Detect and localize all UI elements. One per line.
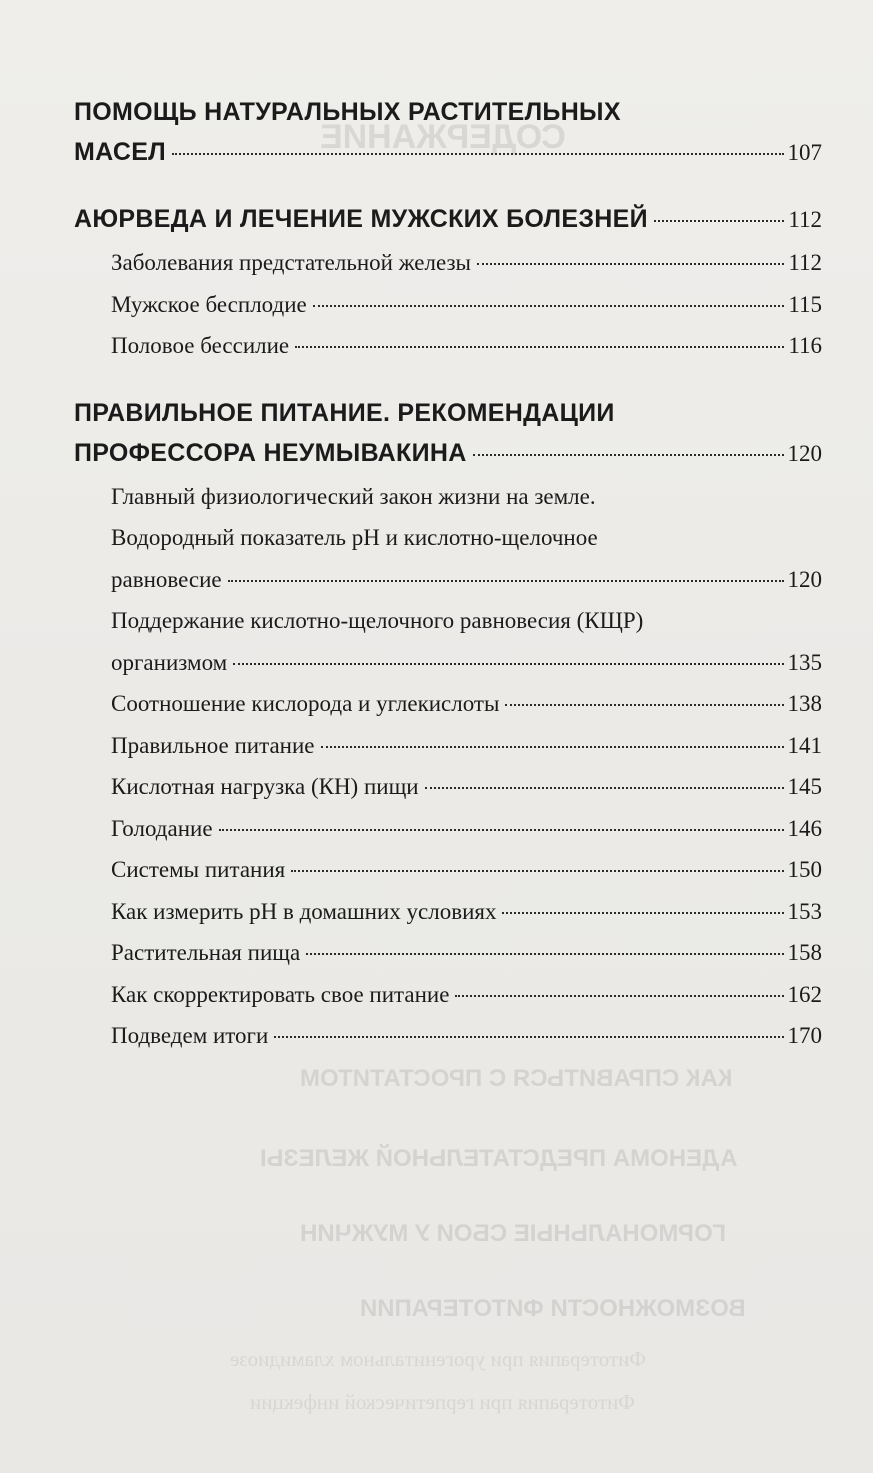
page-number: 138	[787, 691, 822, 716]
subsection-entry[interactable]	[111, 476, 822, 601]
subsection-row	[111, 974, 822, 1016]
subsection-row	[111, 242, 822, 284]
subsection-title: Подведем итоги	[111, 1023, 269, 1048]
subsection-row	[111, 766, 822, 808]
dot-leader	[306, 953, 783, 955]
page-number: 158	[787, 940, 822, 965]
subsection-row	[111, 725, 822, 767]
subsection-row	[111, 891, 822, 933]
subsection-list	[111, 476, 822, 1057]
subsection-title-line: Водородный показатель рН и кислотно-щелочное	[111, 525, 598, 550]
dot-leader	[321, 746, 784, 748]
subsection-title: Кислотная нагрузка (КН) пищи	[111, 774, 419, 799]
show-through-text: СОДЕРЖАНИЕ	[320, 118, 566, 156]
dot-leader	[502, 912, 783, 914]
subsection-title: Заболевания предстательной железы	[111, 250, 471, 275]
subsection-entry[interactable]	[111, 284, 822, 326]
section-heading-entry[interactable]	[74, 433, 822, 474]
dot-leader	[172, 153, 783, 155]
subsection-entry[interactable]	[111, 891, 822, 933]
page-number: 145	[787, 774, 822, 799]
show-through-text: Фитотерапия при герпетической инфекции	[250, 1390, 635, 1414]
section-heading-line: ПРАВИЛЬНОЕ ПИТАНИЕ. РЕКОМЕНДАЦИИ	[74, 398, 615, 427]
subsection-entry[interactable]	[111, 725, 822, 767]
section-heading-label: МАСЕЛ	[74, 138, 167, 166]
subsection-entry[interactable]	[111, 808, 822, 850]
subsection-title: Как измерить рН в домашних условиях	[111, 898, 497, 924]
subsection-entry[interactable]	[111, 974, 822, 1016]
page-number: 170	[787, 1023, 822, 1048]
page-number: 120	[787, 440, 822, 466]
page-number: 141	[787, 732, 822, 758]
dot-leader	[473, 454, 784, 456]
subsection-entry[interactable]	[111, 242, 822, 284]
page-number: 120	[787, 566, 822, 592]
dot-leader	[477, 263, 784, 265]
table-of-contents	[74, 92, 822, 1083]
show-through-text: Фитотерапия при урогенитальном хламидиозе	[230, 1347, 646, 1371]
show-through-text: КАК СПРАВИТЬСЯ С ПРОСТАТИТОМ	[300, 1065, 733, 1092]
subsection-title-line: Главный физиологический закон жизни на земле.	[111, 483, 596, 509]
page-number: 146	[787, 815, 822, 841]
subsection-row	[111, 642, 822, 684]
dot-leader	[233, 663, 783, 665]
subsection-row	[111, 559, 822, 601]
dot-leader	[425, 787, 784, 789]
section-heading-entry[interactable]	[74, 199, 822, 240]
subsection-title: Голодание	[111, 815, 213, 841]
subsection-row	[111, 683, 822, 725]
dot-leader	[313, 305, 785, 307]
page-number: 107	[787, 140, 822, 165]
subsection-row	[111, 932, 822, 974]
section-heading-label: ПРОФЕССОРА НЕУМЫВАКИНА	[74, 438, 467, 467]
subsection-title: Растительная пища	[111, 940, 301, 965]
section-heading-entry[interactable]	[74, 132, 822, 173]
page-number: 112	[788, 250, 822, 275]
show-through-text: ГОРМОНАЛЬНЫЕ СБОИ У МУЖЧИН	[300, 1220, 726, 1247]
page-number: 116	[788, 333, 822, 358]
subsection-row	[111, 849, 822, 891]
page-number: 112	[788, 207, 822, 232]
dot-leader	[295, 346, 784, 348]
toc-section	[74, 92, 822, 173]
page-number: 153	[787, 898, 822, 924]
section-heading-line: ПОМОЩЬ НАТУРАЛЬНЫХ РАСТИТЕЛЬНЫХ	[74, 98, 621, 126]
dot-leader	[455, 995, 783, 997]
dot-leader	[505, 704, 783, 706]
toc-section	[74, 199, 822, 367]
dot-leader	[274, 1036, 783, 1038]
subsection-title: Половое бессилие	[111, 333, 290, 358]
subsection-title: Системы питания	[111, 857, 286, 882]
subsection-entry[interactable]	[111, 849, 822, 891]
page-number: 115	[788, 291, 822, 317]
subsection-title: Соотношение кислорода и углекислоты	[111, 691, 500, 716]
section-heading-label: АЮРВЕДА И ЛЕЧЕНИЕ МУЖСКИХ БОЛЕЗНЕЙ	[74, 205, 648, 233]
subsection-entry[interactable]	[111, 766, 822, 808]
subsection-title: организмом	[111, 649, 228, 675]
toc-section	[74, 393, 822, 1057]
subsection-row	[111, 284, 822, 326]
subsection-entry[interactable]	[111, 325, 822, 367]
page-number: 162	[787, 981, 822, 1007]
dot-leader	[228, 580, 784, 582]
page-number: 150	[787, 857, 822, 882]
subsection-title: Как скорректировать свое питание	[111, 981, 450, 1007]
show-through-text: ВОЗМОЖНОСТИ ФИТОТЕРАПИИ	[360, 1295, 746, 1322]
page-number: 135	[787, 649, 822, 675]
subsection-row	[111, 325, 822, 367]
subsection-title: Правильное питание	[111, 732, 315, 758]
subsection-title-line: Поддержание кислотно-щелочного равновесия (КЩР)	[111, 608, 644, 633]
show-through-text: АДЕНОМА ПРЕДСТАТЕЛЬНОЙ ЖЕЛЕЗЫ	[260, 1145, 738, 1172]
dot-leader	[291, 870, 783, 872]
subsection-list	[111, 242, 822, 367]
subsection-entry[interactable]	[111, 1015, 822, 1057]
subsection-title: Мужское бесплодие	[111, 291, 307, 317]
subsection-title: равновесие	[111, 566, 222, 592]
subsection-entry[interactable]	[111, 683, 822, 725]
subsection-entry[interactable]	[111, 932, 822, 974]
dot-leader	[654, 220, 784, 222]
subsection-row	[111, 1015, 822, 1057]
subsection-row	[111, 808, 822, 850]
dot-leader	[219, 829, 784, 831]
subsection-entry[interactable]	[111, 600, 822, 683]
